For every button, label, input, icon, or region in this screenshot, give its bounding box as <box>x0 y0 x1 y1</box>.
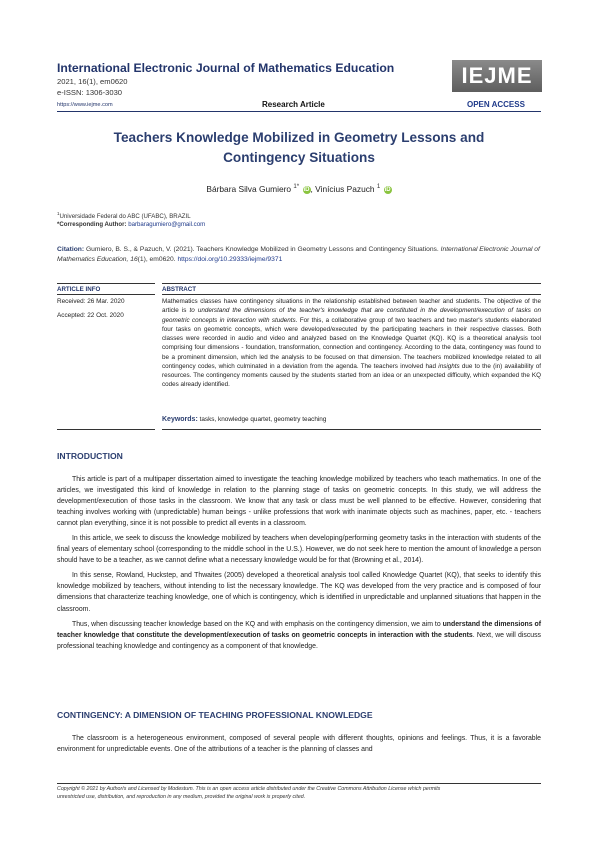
info-header-rule <box>57 294 155 295</box>
copyright-footer <box>57 786 541 801</box>
citation-label: Citation: <box>57 246 85 253</box>
corresponding-label: *Corresponding Author: <box>57 221 127 228</box>
journal-url-link[interactable]: https://www.iejme.com <box>57 102 113 108</box>
header-rule <box>57 111 541 112</box>
abstract-header-rule <box>162 294 541 295</box>
journal-logo: IEJME <box>452 60 542 92</box>
intro-p4-aim: understand the dimensions of teacher knowledge that constitute the development/execution of tasks on geometric concepts in interaction with the students <box>57 620 542 639</box>
keywords <box>162 416 326 423</box>
affiliation-text: Universidade Federal do ABC (UFABC), BRAZIL <box>59 213 191 221</box>
intro-paragraph-4 <box>57 619 541 652</box>
contingency-section-heading: CONTINGENCY: A DIMENSION OF TEACHING PROFESSIONAL KNOWLEDGE <box>57 710 373 720</box>
intro-paragraph-2: In this article, we seek to discuss the knowledge mobilized by teachers when developing/performing geometry tasks in the interaction with students of the final years of elementary school (corresponding to the middle school in the U.S.). However, we do not seek here to mention the amount of knowledge a person should have to be a teacher, as we cannot define what a necessary knowledge would be for that (Browning et al., 2014). <box>57 535 541 565</box>
author-1-name: Bárbara Silva Gumiero <box>206 183 292 194</box>
abstract-body: . For this, a collaborative group of two teachers and two master's students elaborated four tasks on geometric concepts, which were developed/executed by the participating teachers in their respective classes. Both classes were recorded in audio and video and analyzed based on the Knowledge Quartet (KQ). KQ is a theoretical analysis tool comprising four dimensions - foundation, transformation, connection and contingency. According to the data, contingency was found to be a prominent dimension, which led the analysis to be focused on that dimension. The teachers mobilized knowledge related to all contingency codes, which culminated in a deviation from the agenda. The teachers involved had <box>162 316 541 370</box>
accepted-date: Accepted: 22 Oct. 2020 <box>57 312 124 319</box>
affiliation <box>57 211 191 220</box>
info-bottom-rule <box>57 429 155 430</box>
open-access-badge: OPEN ACCESS <box>467 100 525 109</box>
journal-issn: e-ISSN: 1306-3030 <box>57 88 123 97</box>
introduction-body <box>57 474 541 656</box>
citation-block <box>57 245 541 265</box>
author-2-affiliation-mark: 1 <box>376 183 381 190</box>
intro-paragraph-1: This article is part of a multipaper dissertation aimed to investigate the teaching knowledge mobilized by teachers who teach mathematics. In one of the articles, we investigated this kind of knowledge in relation to the planning stage of tasks on geometric concepts. In this study, we will address the development/execution of those tasks in the classroom. We know that any task or class must be well planned to be effective. However, considering that teaching involves working with (unpredictable) human beings - unlike professions that work with inanimate objects such as machines, paper, etc. - teachers cannot plan everything, since it is not possible to predict all events in a classroom. <box>57 476 541 528</box>
author-list <box>60 183 538 194</box>
orcid-icon[interactable]: iD <box>384 186 391 193</box>
abstract-insights: insights <box>438 362 460 370</box>
article-title <box>60 128 538 168</box>
intro-p4-end: . Next, we will discuss professional teaching knowledge and contingency as a component of that knowledge. <box>57 631 541 650</box>
citation-journal: International Electronic Journal of Mathematics Education, 16 <box>57 246 540 263</box>
intro-p4-start: Thus, when discussing teacher knowledge based on the KQ and with emphasis on the contingency dimension, we aim to <box>72 620 441 628</box>
article-info-heading: ARTICLE INFO <box>57 286 101 293</box>
title-line-2: Contingency Situations <box>223 150 375 165</box>
abstract-objective: to understand the dimensions of the teacher's knowledge that are constituted in the development/execution of tasks on geometric concepts in interaction with students <box>162 307 541 324</box>
article-type: Research Article <box>262 100 325 109</box>
abstract-bottom-rule <box>162 429 541 430</box>
copyright-line-1: Copyright © 2021 by Author/s and Licensed by Modestum. This is an open access article distributed under the Creative Commons Attribution License which permits <box>57 786 441 792</box>
corresponding-email-link[interactable]: barbaragumiero@gmail.com <box>128 221 206 228</box>
citation-issue: (1), em0620. <box>137 256 176 263</box>
affiliation-mark: 1 <box>57 211 60 216</box>
author-2-name: Vinícius Pazuch <box>315 183 375 194</box>
corresponding-author <box>57 221 205 228</box>
journal-volume: 2021, 16(1), em0620 <box>57 77 128 86</box>
citation-doi-link[interactable]: https://doi.org/10.29333/iejme/9371 <box>177 256 283 263</box>
orcid-icon[interactable]: iD <box>303 186 310 193</box>
intro-paragraph-3: In this sense, Rowland, Huckstep, and Thwaites (2005) developed a theoretical analysis tool called Knowledge Quartet (KQ), that seeks to identify this knowledge mobilized by teachers, without intending to list the necessary knowledge. The KQ was developed from the very practice and is composed of four dimensions that characterize teaching knowledge, one of which is contingency, which is identified in unpredictable and unplanned situations that happen in the classroom. <box>57 572 541 613</box>
keywords-list: tasks, knowledge quartet, geometry teaching <box>199 416 327 423</box>
abstract-text <box>162 297 541 390</box>
abstract-ending: due to the (in) availability of resources. The contingency moments caused by the students started from an idea or an unexpected difficulty, which expanded the KQ codes already identified. <box>162 362 542 389</box>
contingency-section-body <box>57 733 541 759</box>
abstract-heading: ABSTRACT <box>162 286 197 293</box>
citation-text: Gumiero, B. S., & Pazuch, V. (2021). Teachers Knowledge Mobilized in Geometry Lessons and Contingency Situations. <box>85 246 439 253</box>
copyright-line-2: unrestricted use, distribution, and reproduction in any medium, provided the original work is properly cited. <box>57 793 306 800</box>
title-line-1: Teachers Knowledge Mobilized in Geometry Lessons and <box>113 130 485 145</box>
footer-rule <box>57 783 541 784</box>
abstract-top-rule <box>162 283 541 284</box>
journal-name: International Electronic Journal of Mathematics Education <box>57 61 395 75</box>
author-1-affiliation-mark: 1* <box>293 183 300 190</box>
introduction-heading: INTRODUCTION <box>57 451 123 461</box>
received-date: Received: 26 Mar. 2020 <box>57 298 125 305</box>
author-separator: , <box>310 183 316 194</box>
info-top-rule <box>57 283 155 284</box>
abstract-sentence-1: Mathematics classes have contingency situations in the relationship established between teacher and students. The objective of the article is <box>162 298 541 315</box>
keywords-label: Keywords: <box>162 416 198 423</box>
contingency-paragraph-1: The classroom is a heterogeneous environment, composed of several people with different thoughts, opinions and feelings. Thus, it is a favorable environment for unpredictable events. One of the attributions of a teacher is the planning of classes and <box>57 735 541 754</box>
